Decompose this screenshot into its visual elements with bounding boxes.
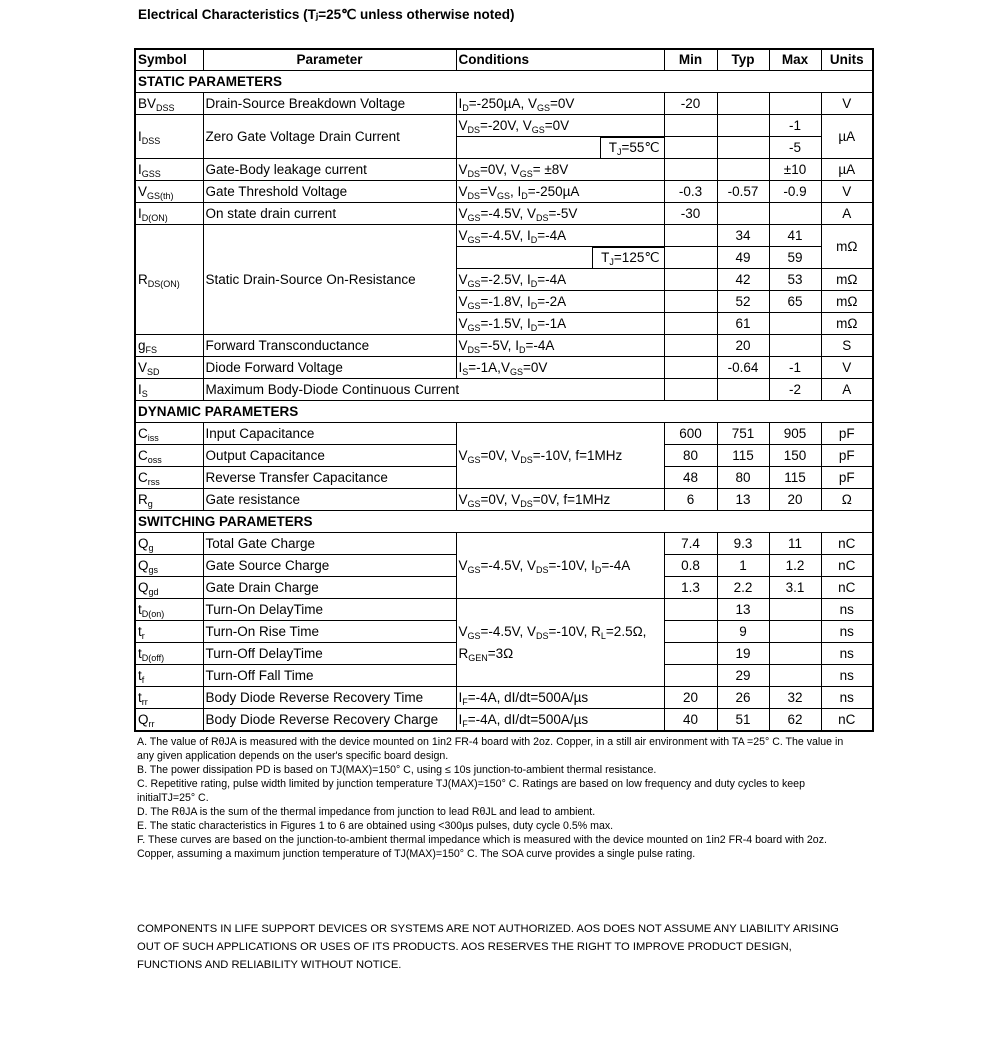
unit-cell: V xyxy=(821,357,873,379)
typ-cell: -0.57 xyxy=(717,181,769,203)
condition-cell: $V_{DS}=V_{GS}$, $I_D=-250\mu A$ xyxy=(456,181,664,203)
unit-cell: pF xyxy=(821,423,873,445)
electrical-characteristics-table xyxy=(134,48,874,732)
min-cell: 6 xyxy=(664,489,717,511)
min-cell: 80 xyxy=(664,445,717,467)
condition-cell: $I_D=-250\mu A$, $V_{GS}=0V$ xyxy=(456,93,664,115)
max-cell: -1 xyxy=(769,357,821,379)
min-cell xyxy=(664,357,717,379)
max-cell xyxy=(769,93,821,115)
symbol-cell: $C_{rss}$ xyxy=(135,467,203,489)
min-cell xyxy=(664,335,717,357)
symbol-cell: $I_{D(ON)}$ xyxy=(135,203,203,225)
section-static: STATIC PARAMETERS xyxy=(135,71,873,93)
max-cell: 62 xyxy=(769,709,821,732)
typ-cell xyxy=(717,203,769,225)
footnote-e: E. The static characteristics in Figures 1 to 6 are obtained using <300µs pulses, duty cycle 0.5% max. xyxy=(137,820,614,832)
unit-cell: mΩ xyxy=(821,291,873,313)
min-cell: 600 xyxy=(664,423,717,445)
condition-cell: $V_{GS}=-4.5V$, $V_{DS}=-5V$ xyxy=(456,203,664,225)
footnote-f: F. These curves are based on the junction-to-ambient thermal impedance which is measured with the device mounted on 1in2 FR-4 board with 2oz. Copper, assuming a maximum junction temperature of TJ(MAX)=150° C. The SOA curve provides a single pulse rating. xyxy=(137,834,827,860)
condition-cell: $V_{DS}=0V$, $V_{GS}= \pm 8V$ xyxy=(456,159,664,181)
table-row xyxy=(135,159,873,181)
parameter-cell: Reverse Transfer Capacitance xyxy=(203,467,456,489)
disclaimer-line: COMPONENTS IN LIFE SUPPORT DEVICES OR SYSTEMS ARE NOT AUTHORIZED. AOS DOES NOT ASSUME ANY LIABILITY ARISING xyxy=(137,923,839,935)
header-units: Units xyxy=(821,49,873,71)
typ-cell: 19 xyxy=(717,643,769,665)
unit-cell: ns xyxy=(821,643,873,665)
table-header-row xyxy=(135,49,873,71)
header-parameter: Parameter xyxy=(203,49,456,71)
unit-cell: Ω xyxy=(821,489,873,511)
parameter-cell: Turn-On DelayTime xyxy=(203,599,456,621)
min-cell: 40 xyxy=(664,709,717,732)
condition-cell: $I_F=-4A$, dI/dt=500A/µs xyxy=(456,709,664,732)
condition-cell xyxy=(456,137,664,159)
max-cell: -0.9 xyxy=(769,181,821,203)
max-cell: 59 xyxy=(769,247,821,269)
typ-cell: 61 xyxy=(717,313,769,335)
condition-cell: $V_{DS}=-5V$, $I_D=-4A$ xyxy=(456,335,664,357)
max-cell: 65 xyxy=(769,291,821,313)
min-cell: -20 xyxy=(664,93,717,115)
typ-cell: 26 xyxy=(717,687,769,709)
min-cell: 0.8 xyxy=(664,555,717,577)
table-row xyxy=(135,115,873,137)
condition-cell: $V_{GS}=-1.5V$, $I_D=-1A$ xyxy=(456,313,664,335)
symbol-cell: $C_{iss}$ xyxy=(135,423,203,445)
table-row xyxy=(135,93,873,115)
symbol-cell: $Q_{gs}$ xyxy=(135,555,203,577)
symbol-cell: $t_f$ xyxy=(135,665,203,687)
typ-cell: 13 xyxy=(717,489,769,511)
disclaimer-line: FUNCTIONS AND RELIABILITY WITHOUT NOTICE. xyxy=(137,959,402,971)
unit-cell: V xyxy=(821,181,873,203)
typ-cell: 751 xyxy=(717,423,769,445)
parameter-cell: Gate resistance xyxy=(203,489,456,511)
symbol-cell: $R_g$ xyxy=(135,489,203,511)
symbol-cell: $BV_{DSS}$ xyxy=(135,93,203,115)
typ-cell: 1 xyxy=(717,555,769,577)
header-typ: Typ xyxy=(717,49,769,71)
condition-cell xyxy=(456,247,664,269)
symbol-cell: $t_{rr}$ xyxy=(135,687,203,709)
table-row xyxy=(135,533,873,555)
parameter-cell: Gate Threshold Voltage xyxy=(203,181,456,203)
typ-cell: 34 xyxy=(717,225,769,247)
typ-cell: 51 xyxy=(717,709,769,732)
parameter-cell: Diode Forward Voltage xyxy=(203,357,456,379)
typ-cell xyxy=(717,159,769,181)
table-row xyxy=(135,203,873,225)
unit-cell: mΩ xyxy=(821,269,873,291)
footnote-c: C. Repetitive rating, pulse width limited by junction temperature TJ(MAX)=150° C. Ratings are based on low frequency and duty cycles to keep initialTJ=25° C. xyxy=(137,778,805,804)
unit-cell: ns xyxy=(821,687,873,709)
footnote-d: D. The RθJA is the sum of the thermal impedance from junction to lead RθJL and lead to ambient. xyxy=(137,806,596,818)
max-cell: 32 xyxy=(769,687,821,709)
unit-cell: mΩ xyxy=(821,225,873,269)
typ-cell xyxy=(717,115,769,137)
max-cell: -5 xyxy=(769,137,821,159)
parameter-cell: Forward Transconductance xyxy=(203,335,456,357)
unit-cell: mΩ xyxy=(821,313,873,335)
unit-cell: pF xyxy=(821,467,873,489)
table-row xyxy=(135,709,873,732)
typ-cell: 52 xyxy=(717,291,769,313)
min-cell xyxy=(664,379,717,401)
section-title: Electrical Characteristics (Tⱼ=25℃ unless otherwise noted) xyxy=(138,7,515,22)
parameter-cell: Body Diode Reverse Recovery Time xyxy=(203,687,456,709)
condition-cell: $V_{GS}=-4.5V$, $V_{DS}=-10V$, $I_D=-4A$ xyxy=(456,533,664,599)
table-row xyxy=(135,379,873,401)
unit-cell: A xyxy=(821,203,873,225)
parameter-cell: Turn-On Rise Time xyxy=(203,621,456,643)
max-cell: 20 xyxy=(769,489,821,511)
parameter-cell: Total Gate Charge xyxy=(203,533,456,555)
max-cell: 1.2 xyxy=(769,555,821,577)
condition-cell: $V_{GS}=0V$, $V_{DS}=-10V$, f=1MHz xyxy=(456,423,664,489)
parameter-cell: Static Drain-Source On-Resistance xyxy=(203,225,456,335)
header-min: Min xyxy=(664,49,717,71)
max-cell xyxy=(769,313,821,335)
unit-cell: nC xyxy=(821,533,873,555)
parameter-cell: Drain-Source Breakdown Voltage xyxy=(203,93,456,115)
typ-cell: 115 xyxy=(717,445,769,467)
symbol-cell: $R_{DS(ON)}$ xyxy=(135,225,203,335)
unit-cell: pF xyxy=(821,445,873,467)
min-cell xyxy=(664,247,717,269)
unit-cell: S xyxy=(821,335,873,357)
unit-cell: µA xyxy=(821,115,873,159)
table-row xyxy=(135,599,873,621)
max-cell xyxy=(769,203,821,225)
min-cell xyxy=(664,665,717,687)
condition-cell: $V_{GS}=-2.5V$, $I_D=-4A$ xyxy=(456,269,664,291)
parameter-cell: Gate Drain Charge xyxy=(203,577,456,599)
max-cell: 150 xyxy=(769,445,821,467)
max-cell: 53 xyxy=(769,269,821,291)
temperature-condition: $T_J=125℃$ xyxy=(592,247,663,268)
disclaimer-line: OUT OF SUCH APPLICATIONS OR USES OF ITS PRODUCTS. AOS RESERVES THE RIGHT TO IMPROVE PRODUCT DESIGN, xyxy=(137,941,792,953)
symbol-cell: $g_{FS}$ xyxy=(135,335,203,357)
min-cell xyxy=(664,115,717,137)
min-cell: 1.3 xyxy=(664,577,717,599)
condition-cell: $V_{GS}=-1.8V$, $I_D=-2A$ xyxy=(456,291,664,313)
condition-cell: $I_S=-1A,V_{GS}=0V$ xyxy=(456,357,664,379)
min-cell xyxy=(664,225,717,247)
max-cell: 11 xyxy=(769,533,821,555)
max-cell: 905 xyxy=(769,423,821,445)
parameter-cell: Gate Source Charge xyxy=(203,555,456,577)
parameter-cell: Maximum Body-Diode Continuous Current xyxy=(203,379,664,401)
header-max: Max xyxy=(769,49,821,71)
symbol-cell: $C_{oss}$ xyxy=(135,445,203,467)
condition-cell: $V_{GS}=0V$, $V_{DS}=0V$, f=1MHz xyxy=(456,489,664,511)
symbol-cell: $V_{SD}$ xyxy=(135,357,203,379)
unit-cell: nC xyxy=(821,555,873,577)
typ-cell: 9 xyxy=(717,621,769,643)
unit-cell: A xyxy=(821,379,873,401)
table-row xyxy=(135,687,873,709)
typ-cell xyxy=(717,379,769,401)
symbol-cell: $t_{D(on)}$ xyxy=(135,599,203,621)
typ-cell: 29 xyxy=(717,665,769,687)
parameter-cell: Zero Gate Voltage Drain Current xyxy=(203,115,456,159)
typ-cell: 42 xyxy=(717,269,769,291)
unit-cell: nC xyxy=(821,709,873,732)
min-cell xyxy=(664,291,717,313)
condition-cell: $I_F=-4A$, dI/dt=500A/µs xyxy=(456,687,664,709)
parameter-cell: Input Capacitance xyxy=(203,423,456,445)
typ-cell: -0.64 xyxy=(717,357,769,379)
typ-cell: 9.3 xyxy=(717,533,769,555)
max-cell xyxy=(769,335,821,357)
typ-cell: 49 xyxy=(717,247,769,269)
min-cell: 20 xyxy=(664,687,717,709)
temperature-condition: $T_J=55℃$ xyxy=(600,137,664,158)
typ-cell: 2.2 xyxy=(717,577,769,599)
max-cell: 3.1 xyxy=(769,577,821,599)
unit-cell: V xyxy=(821,93,873,115)
footnote-b: B. The power dissipation PD is based on TJ(MAX)=150° C, using ≤ 10s junction-to-ambient thermal resistance. xyxy=(137,764,657,776)
table-row xyxy=(135,489,873,511)
typ-cell: 13 xyxy=(717,599,769,621)
unit-cell: nC xyxy=(821,577,873,599)
max-cell: 115 xyxy=(769,467,821,489)
min-cell xyxy=(664,621,717,643)
max-cell: ±10 xyxy=(769,159,821,181)
condition-cell: $V_{GS}=-4.5V$, $I_D=-4A$ xyxy=(456,225,664,247)
table-row xyxy=(135,357,873,379)
min-cell xyxy=(664,643,717,665)
max-cell xyxy=(769,621,821,643)
condition-cell xyxy=(456,599,664,687)
min-cell: -0.3 xyxy=(664,181,717,203)
header-symbol: Symbol xyxy=(135,49,203,71)
max-cell: 41 xyxy=(769,225,821,247)
table-row xyxy=(135,423,873,445)
parameter-cell: Turn-Off Fall Time xyxy=(203,665,456,687)
switching-condition-line1: $V_{GS}=-4.5V$, $V_{DS}=-10V$, $R_L=2.5\Omega$, xyxy=(458,623,647,641)
switching-condition-line2: $R_{GEN}=3\Omega$ xyxy=(458,645,514,663)
min-cell xyxy=(664,269,717,291)
typ-cell: 80 xyxy=(717,467,769,489)
parameter-cell: Body Diode Reverse Recovery Charge xyxy=(203,709,456,732)
min-cell xyxy=(664,599,717,621)
max-cell xyxy=(769,643,821,665)
min-cell xyxy=(664,313,717,335)
section-switching: SWITCHING PARAMETERS xyxy=(135,511,873,533)
max-cell: -1 xyxy=(769,115,821,137)
unit-cell: ns xyxy=(821,621,873,643)
unit-cell: µA xyxy=(821,159,873,181)
min-cell: 48 xyxy=(664,467,717,489)
table-row xyxy=(135,181,873,203)
symbol-cell: $I_{DSS}$ xyxy=(135,115,203,159)
typ-cell xyxy=(717,137,769,159)
section-dynamic: DYNAMIC PARAMETERS xyxy=(135,401,873,423)
footnotes xyxy=(137,735,857,861)
symbol-cell: $Q_g$ xyxy=(135,533,203,555)
footnote-a: A. The value of RθJA is measured with the device mounted on 1in2 FR-4 board with 2oz. Copper, in a still air environment with TA =25° C. The value in any given application depends on the user's specific board design. xyxy=(137,736,844,762)
unit-cell: ns xyxy=(821,599,873,621)
parameter-cell: Turn-Off DelayTime xyxy=(203,643,456,665)
max-cell xyxy=(769,599,821,621)
max-cell: -2 xyxy=(769,379,821,401)
symbol-cell: $t_r$ xyxy=(135,621,203,643)
table-row xyxy=(135,335,873,357)
parameter-cell: Output Capacitance xyxy=(203,445,456,467)
typ-cell: 20 xyxy=(717,335,769,357)
table-row xyxy=(135,225,873,247)
min-cell xyxy=(664,137,717,159)
parameter-cell: On state drain current xyxy=(203,203,456,225)
disclaimer xyxy=(137,920,877,974)
symbol-cell: $V_{GS(th)}$ xyxy=(135,181,203,203)
typ-cell xyxy=(717,93,769,115)
min-cell xyxy=(664,159,717,181)
header-conditions: Conditions xyxy=(456,49,664,71)
unit-cell: ns xyxy=(821,665,873,687)
min-cell: 7.4 xyxy=(664,533,717,555)
min-cell: -30 xyxy=(664,203,717,225)
symbol-cell: $t_{D(off)}$ xyxy=(135,643,203,665)
condition-cell: $V_{DS}=-20V$, $V_{GS}=0V$ xyxy=(456,115,664,137)
symbol-cell: $I_S$ xyxy=(135,379,203,401)
max-cell xyxy=(769,665,821,687)
symbol-cell: $I_{GSS}$ xyxy=(135,159,203,181)
symbol-cell: $Q_{rr}$ xyxy=(135,709,203,732)
parameter-cell: Gate-Body leakage current xyxy=(203,159,456,181)
symbol-cell: $Q_{gd}$ xyxy=(135,577,203,599)
